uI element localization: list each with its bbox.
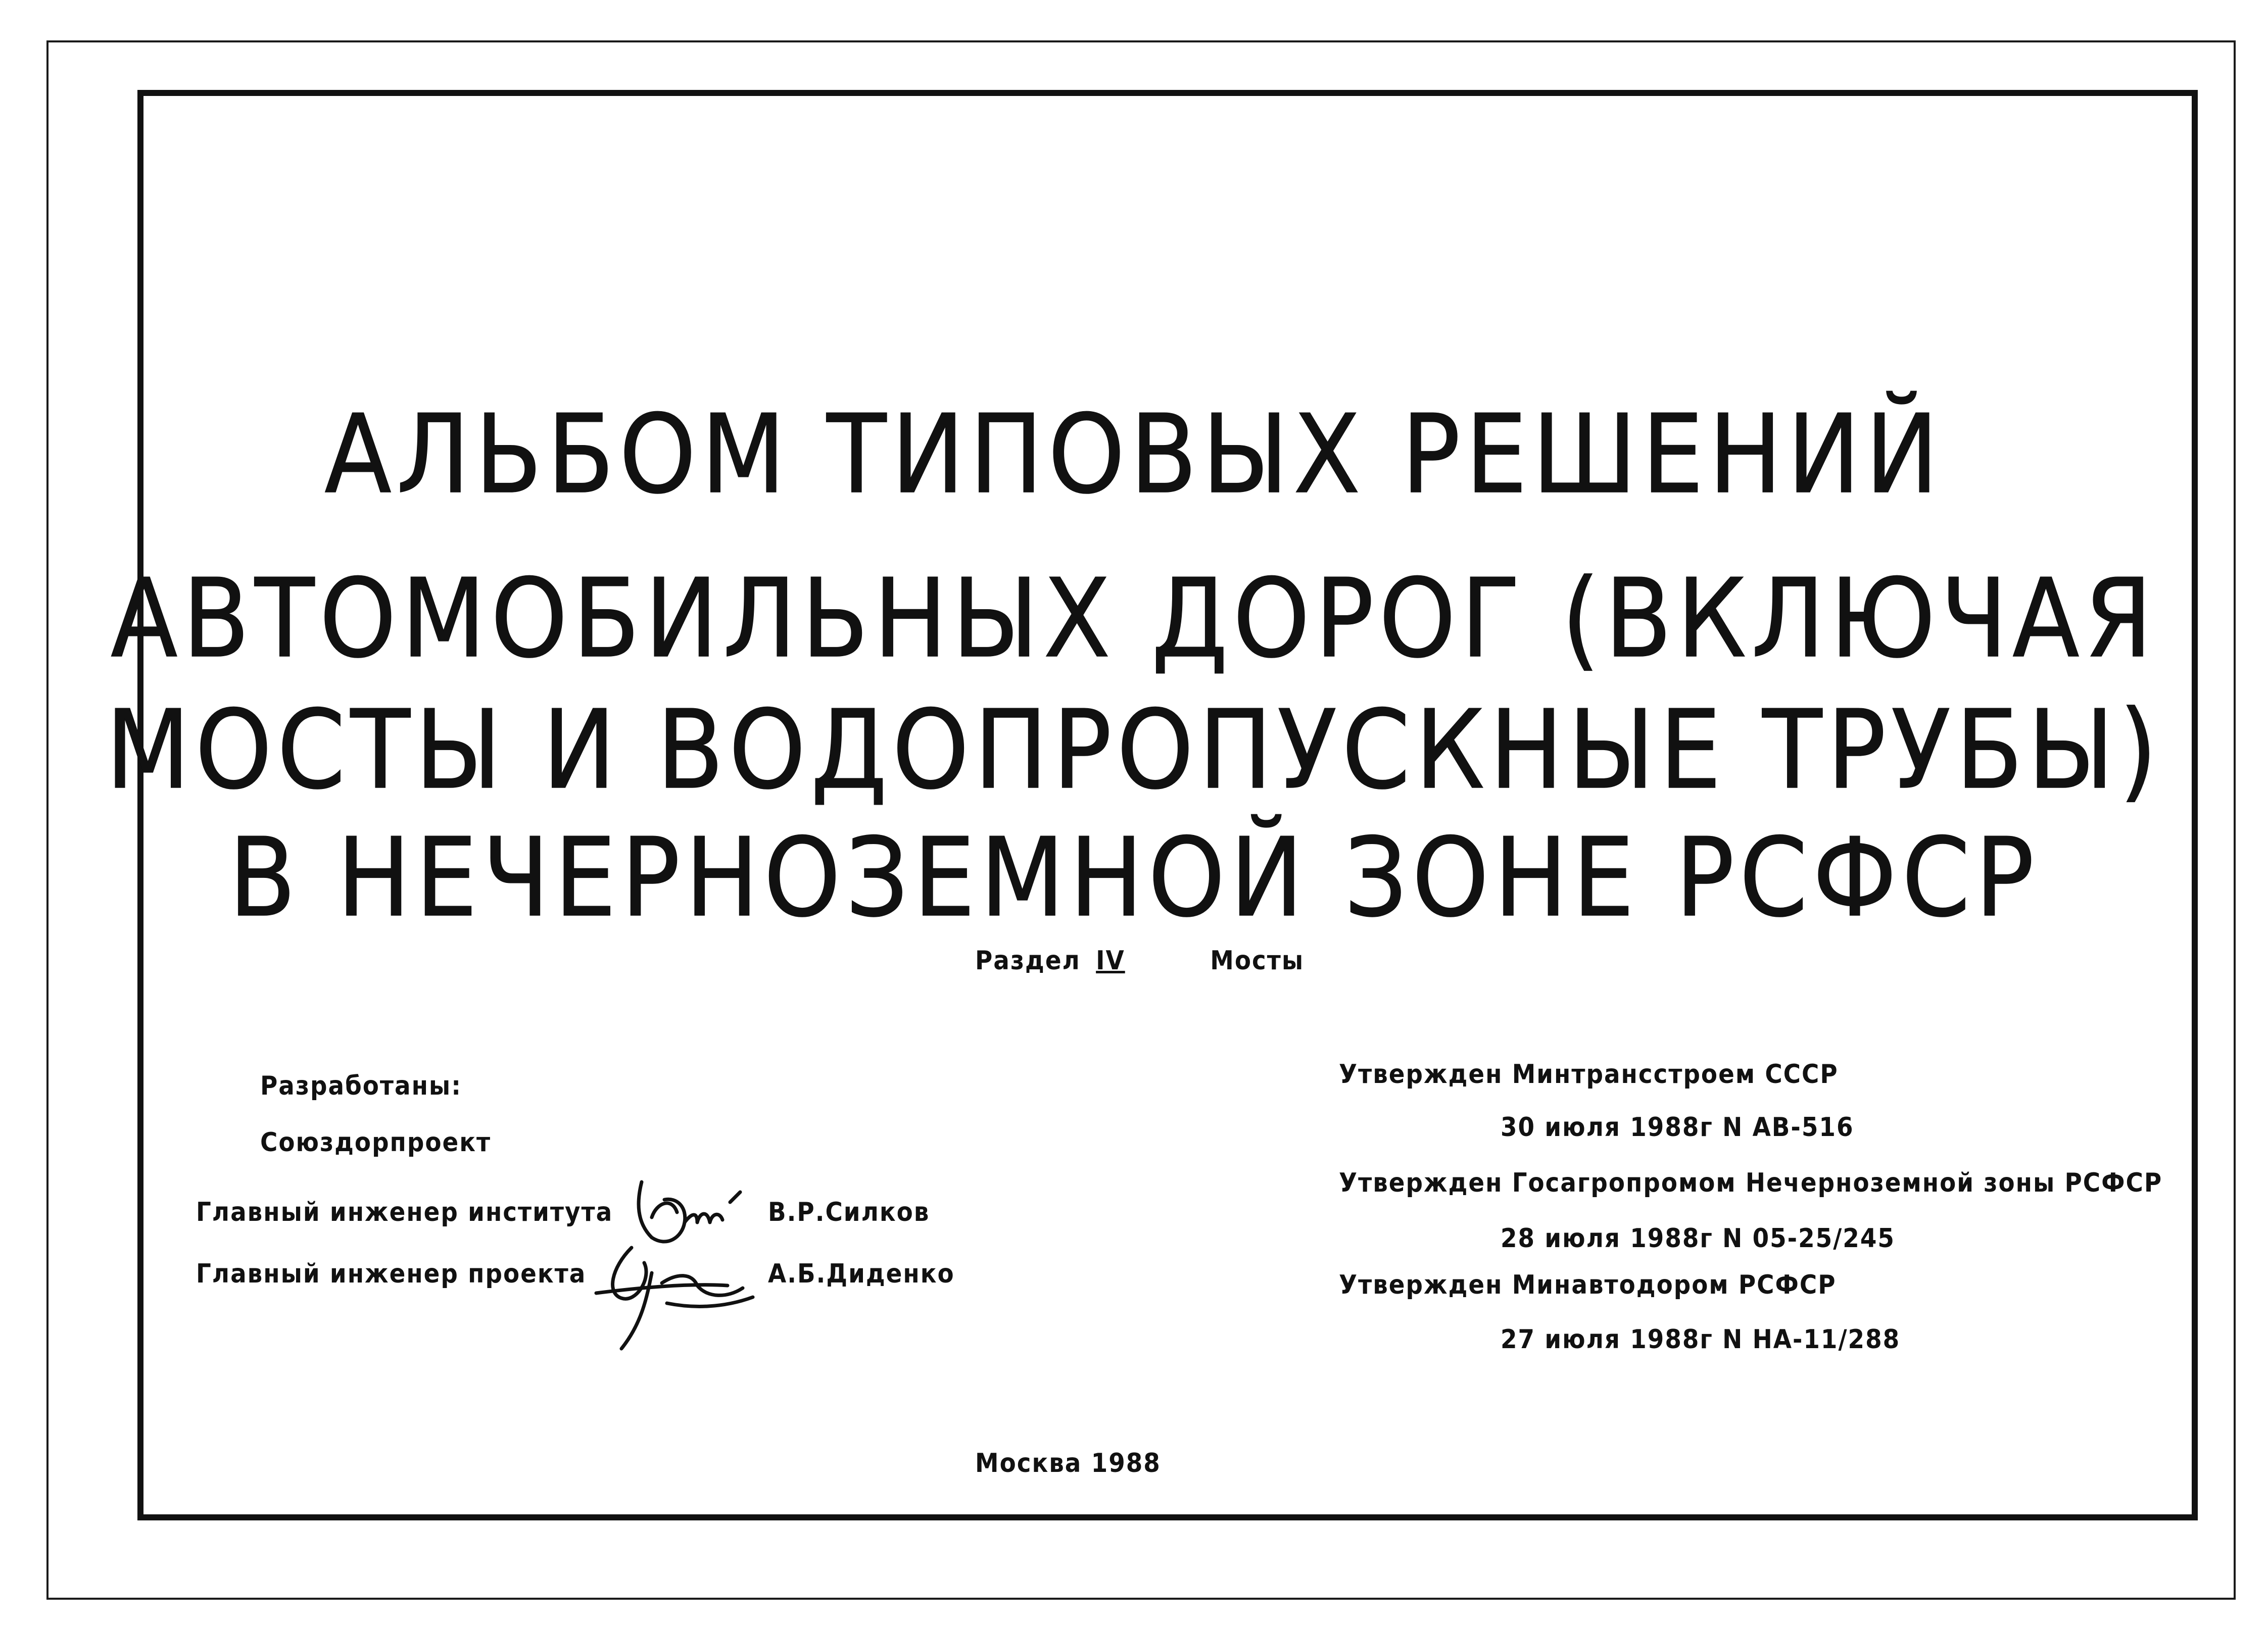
chief-engineer-project-label: Главный инженер проекта xyxy=(196,1259,587,1289)
city-year: Москва 1988 xyxy=(975,1448,1161,1478)
section-number: IV xyxy=(1096,946,1125,976)
approval-1-text: Утвержден Минтрансстроем СССР xyxy=(1339,1059,1839,1090)
title-line-2: АВТОМОБИЛЬНЫХ ДОРОГ (ВКЛЮЧАЯ xyxy=(111,555,2157,682)
chief-engineer-project-name: А.Б.Диденко xyxy=(768,1259,955,1289)
developers-label: Разработаны: xyxy=(260,1071,462,1101)
chief-engineer-institute-name: В.Р.Силков xyxy=(768,1197,930,1227)
approval-2-text: Утвержден Госагропромом Нечерноземной зоны РСФСР xyxy=(1339,1168,2163,1198)
signature-project-engineer xyxy=(576,1238,768,1354)
approval-1-date: 30 июля 1988г N АВ-516 xyxy=(1501,1112,1854,1143)
title-line-1: АЛЬБОМ ТИПОВЫХ РЕШЕНИЙ xyxy=(324,391,1944,518)
section-name: Мосты xyxy=(1210,946,1305,976)
approval-2-date: 28 июля 1988г N 05-25/245 xyxy=(1501,1223,1895,1254)
title-line-4: В НЕЧЕРНОЗЕМНОЙ ЗОНЕ РСФСР xyxy=(228,814,2040,941)
developer-organization: Союздорпроект xyxy=(260,1127,492,1158)
approval-3-text: Утвержден Минавтодором РСФСР xyxy=(1339,1270,1837,1300)
section-line xyxy=(975,945,1304,977)
chief-engineer-institute-label: Главный инженер института xyxy=(196,1197,613,1227)
section-label: Раздел xyxy=(975,946,1081,976)
approval-3-date: 27 июля 1988г N НА-11/288 xyxy=(1501,1324,1901,1355)
title-line-3: МОСТЫ И ВОДОПРОПУСКНЫЕ ТРУБЫ) xyxy=(106,686,2162,813)
